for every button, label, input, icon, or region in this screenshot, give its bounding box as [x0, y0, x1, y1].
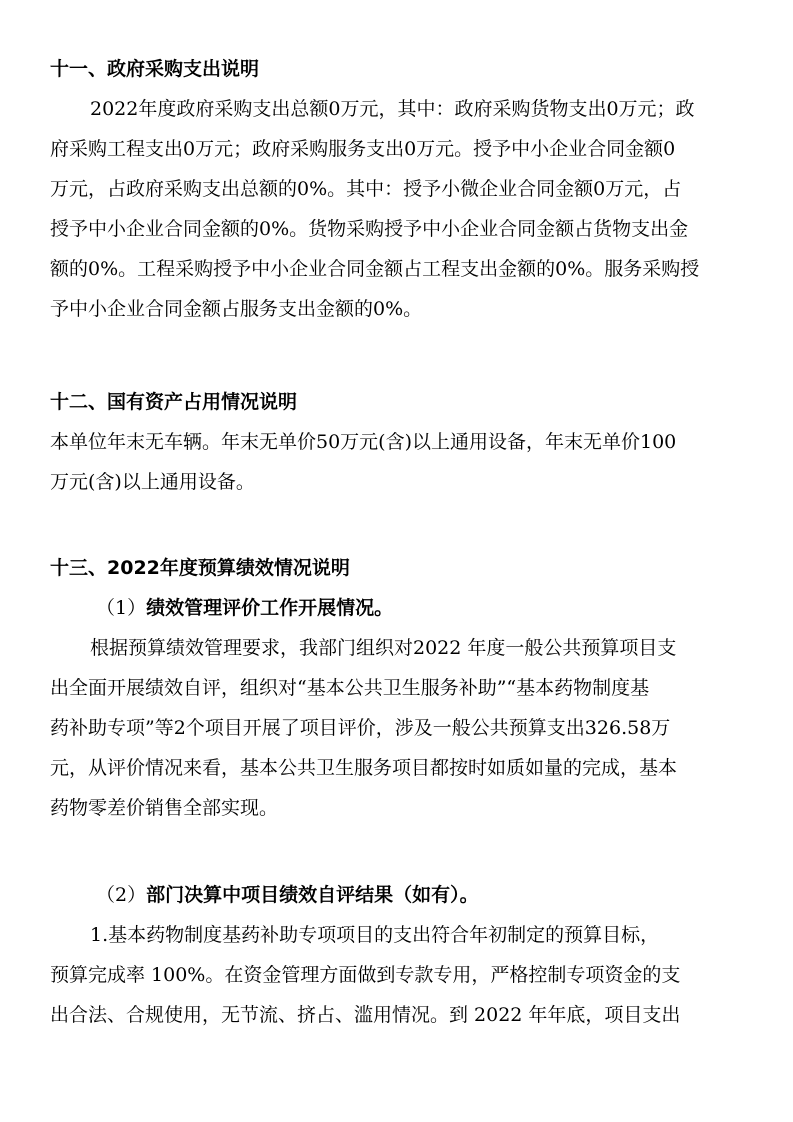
s12-paragraph-line: 本单位年末无车辆。年末无单价50万元(含)以上通用设备，年末无单价100	[50, 431, 677, 453]
section-12-heading: 十二、国有资产占用情况说明	[50, 391, 298, 413]
s13-sub1-heading	[96, 595, 393, 621]
s13-sub1-paragraph-line: 出全面开展绩效自评，组织对“基本公共卫生服务补助”“基本药物制度基	[50, 677, 650, 699]
s13-sub1-paragraph-line: 药补助专项”等2个项目开展了项目评价，涉及一般公共预算支出326.58万	[50, 717, 671, 739]
s11-paragraph-line: 万元，占政府采购支出总额的0%。其中：授予小微企业合同金额0万元，占	[50, 178, 682, 200]
s13-sub1-number: （1）	[96, 597, 147, 619]
s13-sub1-title: 绩效管理评价工作开展情况。	[146, 597, 394, 619]
s11-paragraph-line: 予中小企业合同金额占服务支出金额的0%。	[50, 298, 423, 320]
s11-paragraph-line: 府采购工程支出0万元；政府采购服务支出0万元。授予中小企业合同金额0	[50, 138, 676, 160]
s13-sub1-paragraph-line: 元，从评价情况来看，基本公共卫生服务项目都按时如质如量的完成，基本	[50, 757, 678, 779]
s11-paragraph-line: 2022年度政府采购支出总额0万元，其中：政府采购货物支出0万元；政	[90, 98, 695, 120]
s13-sub1-paragraph-line: 药物零差价销售全部实现。	[50, 797, 279, 819]
s11-paragraph-line: 授予中小企业合同金额的0%。货物采购授予中小企业合同金额占货物支出金	[50, 218, 689, 240]
s13-sub2-paragraph-line: 出合法、合规使用，无节流、挤占、滥用情况。到 2022 年年底，项目支出	[50, 1004, 681, 1026]
s11-paragraph-line: 额的0%。工程采购授予中小企业合同金额占工程支出金额的0%。服务采购授	[50, 258, 700, 280]
section-11-heading: 十一、政府采购支出说明	[50, 58, 260, 80]
s13-sub2-paragraph-line: 预算完成率 100%。在资金管理方面做到专款专用，严格控制专项资金的支	[50, 964, 681, 986]
s13-sub2-heading	[96, 882, 479, 908]
section-13-heading: 十三、2022年度预算绩效情况说明	[50, 557, 350, 579]
s13-sub1-paragraph-line: 根据预算绩效管理要求，我部门组织对2022 年度一般公共预算项目支	[90, 637, 677, 659]
s12-paragraph-line: 万元(含)以上通用设备。	[50, 471, 255, 493]
s13-sub2-title: 部门决算中项目绩效自评结果（如有）。	[146, 884, 479, 906]
s13-sub2-number: （2）	[96, 884, 147, 906]
s13-sub2-paragraph-line: 1.基本药物制度基药补助专项项目的支出符合年初制定的预算目标，	[90, 924, 660, 946]
